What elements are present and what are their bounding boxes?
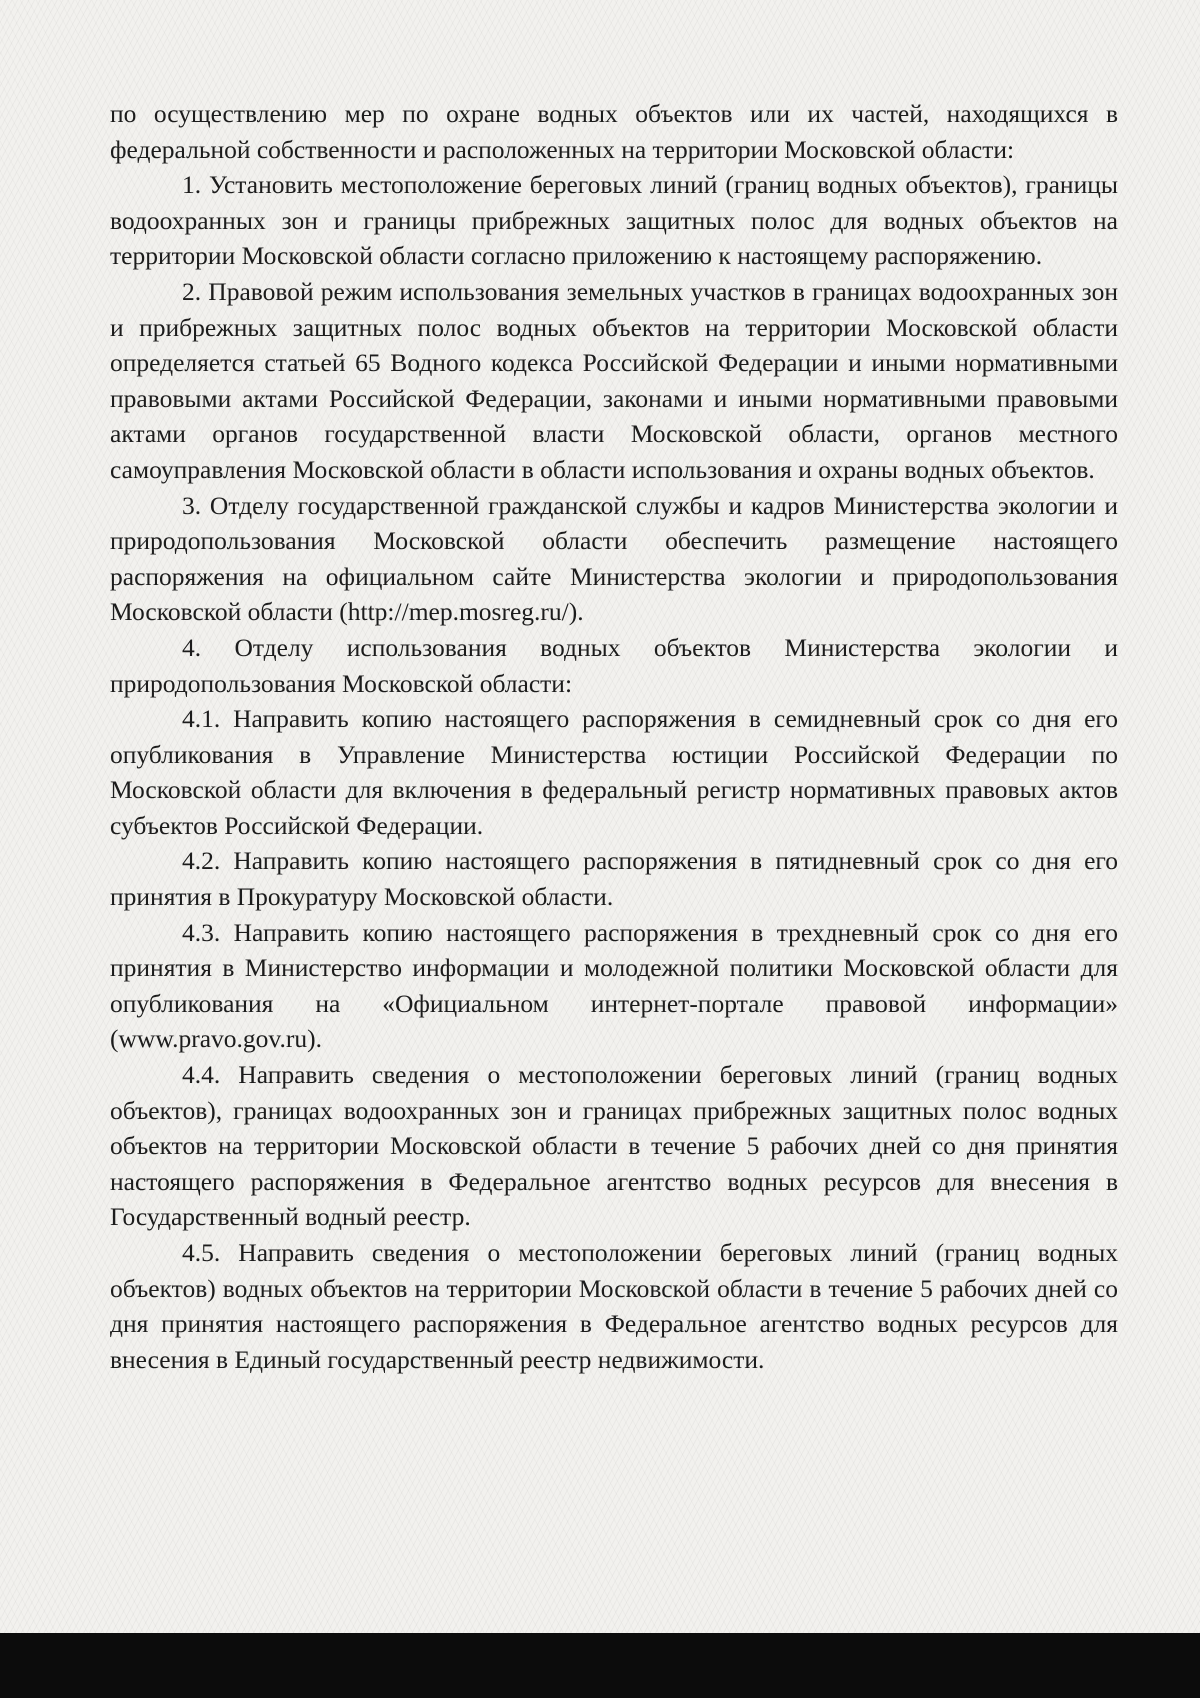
paragraph-item-4-3: 4.3. Направить копию настоящего распоряжения в трехдневный срок со дня его принятия в Министерство информации и молодежной политики Московской области для опубликования на «Официальном интернет-портале правовой информации» (www.pravo.gov.ru).: [110, 917, 1118, 1054]
paragraph-item-2: 2. Правовой режим использования земельных участков в границах водоохранных зон и прибрежных защитных полос водных объектов на территории Московской области определяется статьей 65 Водного кодекса Российской Федерации и иными нормативными правовыми актами Российской Федерации, законами и иными нормативными правовыми актами органов государственной власти Московской области, органов местного самоуправления Московской области в области использования и охраны водных объектов.: [110, 276, 1118, 484]
paragraph-item-3: 3. Отделу государственной гражданской службы и кадров Министерства экологии и природопользования Московской области обеспечить размещение настоящего распоряжения на официальном сайте Министерства экологии и природопользования Московской области (http://mep.mosreg.ru/).: [110, 490, 1118, 627]
paragraph-intro-continuation: по осуществлению мер по охране водных объектов или их частей, находящихся в федеральной собственности и расположенных на территории Московской области:: [110, 99, 1118, 164]
paragraph-item-4-1: 4.1. Направить копию настоящего распоряжения в семидневный срок со дня его опубликования в Управление Министерства юстиции Российской Федерации по Московской области для включения в федеральный регистр нормативных правовых актов субъектов Российской Федерации.: [110, 704, 1118, 840]
paragraph-item-4: 4. Отделу использования водных объектов Министерства экологии и природопользования Московской области:: [110, 632, 1118, 698]
paragraph-item-4-4: 4.4. Направить сведения о местоположении береговых линий (границ водных объектов), границах водоохранных зон и границах прибрежных защитных полос водных объектов на территории Московской области в течение 5 рабочих дней со дня принятия настоящего распоряжения в Федеральное агентство водных ресурсов для внесения в Государственный водный реестр.: [110, 1060, 1118, 1232]
paragraph-item-4-2: 4.2. Направить копию настоящего распоряжения в пятидневный срок со дня его принятия в Прокуратуру Московской области.: [110, 846, 1118, 912]
scan-bottom-edge: [0, 1633, 1200, 1698]
document-body: [110, 96, 1118, 1377]
paragraph-item-4-5: 4.5. Направить сведения о местоположении береговых линий (границ водных объектов) водных объектов на территории Московской области в течение 5 рабочих дней со дня принятия настоящего распоряжения в Федеральное агентство водных ресурсов для внесения в Единый государственный реестр недвижимости.: [110, 1238, 1118, 1374]
paragraph-item-1: 1. Установить местоположение береговых линий (границ водных объектов), границы водоохранных зон и границы прибрежных защитных полос для водных объектов на территории Московской области согласно приложению к настоящему распоряжению.: [110, 170, 1118, 271]
